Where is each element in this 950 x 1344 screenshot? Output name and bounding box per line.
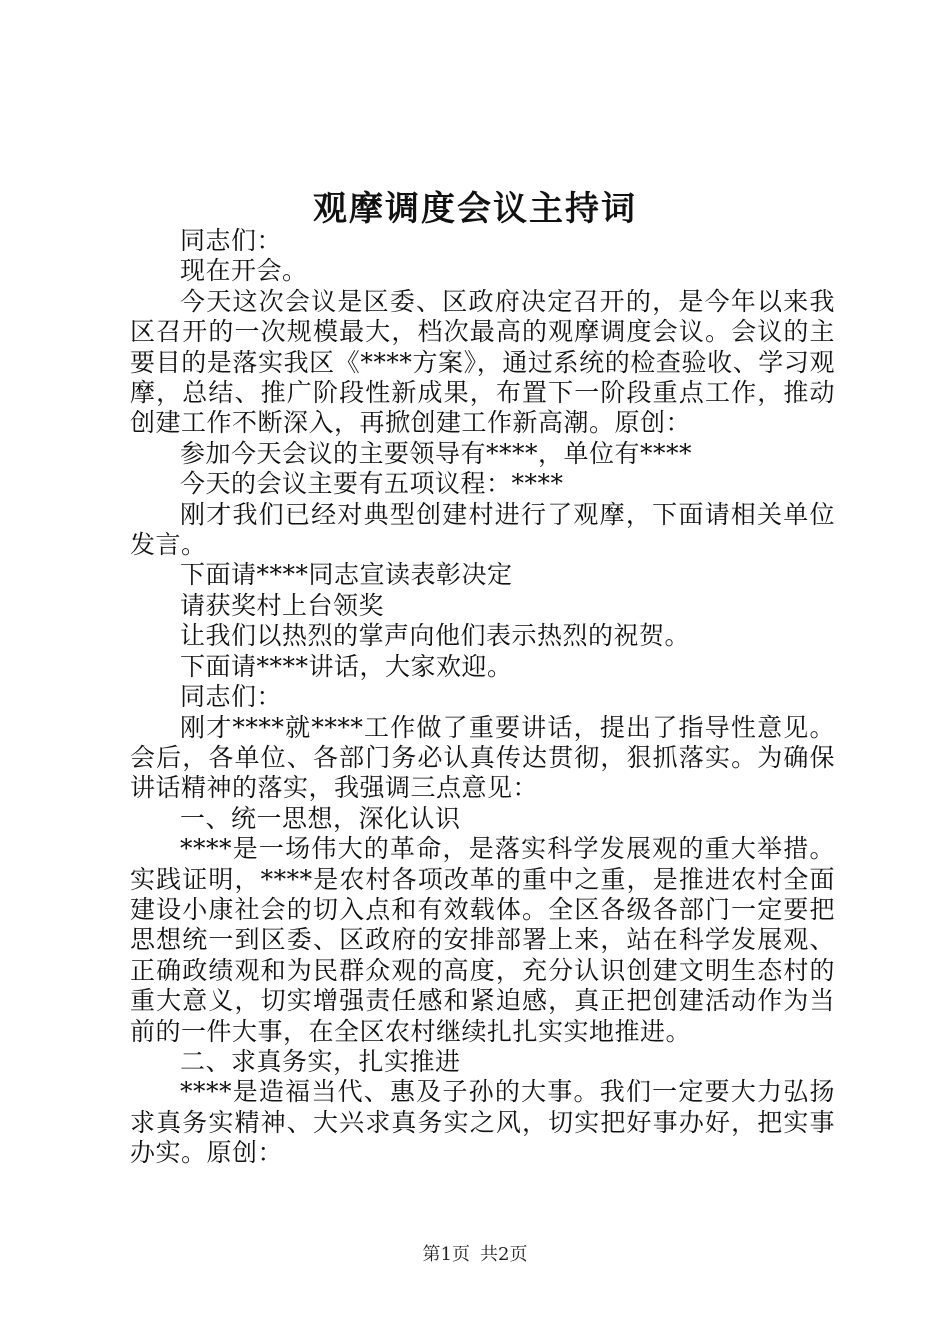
paragraph: 同志们： (180, 682, 283, 712)
paragraph: 今天的会议主要有五项议程：**** (180, 469, 564, 499)
document-title: 观摩调度会议主持词 (313, 189, 637, 229)
section-heading: 一、统一思想，深化认识 (180, 803, 461, 833)
paragraph: 刚才****就****工作做了重要讲话，提出了指导性意见。会后，各单位、各部门务必认真传达贯彻，狠抓落实。为确保讲话精神的落实，我强调三点意见： (130, 712, 835, 803)
paragraph: 让我们以热烈的掌声向他们表示热烈的祝贺。 (180, 621, 691, 651)
section-heading: 二、求真务实，扎实推进 (180, 1046, 461, 1076)
paragraph: ****是一场伟大的革命，是落实科学发展观的重大举措。实践证明，****是农村各项改革的重中之重，是推进农村全面建设小康社会的切入点和有效载体。全区各级各部门一定要把思想统一到区委、区政府的安排部署上来，站在科学发展观、正确政绩观和为民群众观的高度，充分认识创建文明生态村的重大意义，切实增强责任感和紧迫感，真正把创建活动作为当前的一件大事，在全区农村继续扎扎实实地推进。 (130, 834, 835, 1046)
document-body (130, 226, 835, 1169)
paragraph: 下面请****同志宣读表彰决定 (180, 560, 513, 590)
paragraph: 请获奖村上台领奖 (180, 590, 385, 620)
paragraph: ****是造福当代、惠及子孙的大事。我们一定要大力弘扬求真务实精神、大兴求真务实之风，切实把好事办好，把实事办实。原创： (130, 1077, 835, 1168)
paragraph: 下面请****讲话，大家欢迎。 (180, 651, 513, 681)
paragraph: 刚才我们已经对典型创建村进行了观摩，下面请相关单位发言。 (130, 499, 835, 560)
page-footer (0, 1243, 950, 1267)
paragraph: 同志们： (180, 226, 283, 255)
page-number: 第1页 (422, 1244, 470, 1265)
paragraph: 现在开会。 (180, 256, 308, 286)
paragraph: 今天这次会议是区委、区政府决定召开的，是今年以来我区召开的一次规模最大，档次最高的观摩调度会议。会议的主要目的是落实我区《****方案》，通过系统的检查验收、学习观摩，总结、推广阶段性新成果，布置下一阶段重点工作，推动创建工作不断深入，再掀创建工作新高潮。原创： (130, 286, 835, 438)
paragraph: 参加今天会议的主要领导有****，单位有**** (180, 438, 693, 468)
page-total: 共2页 (480, 1244, 528, 1265)
